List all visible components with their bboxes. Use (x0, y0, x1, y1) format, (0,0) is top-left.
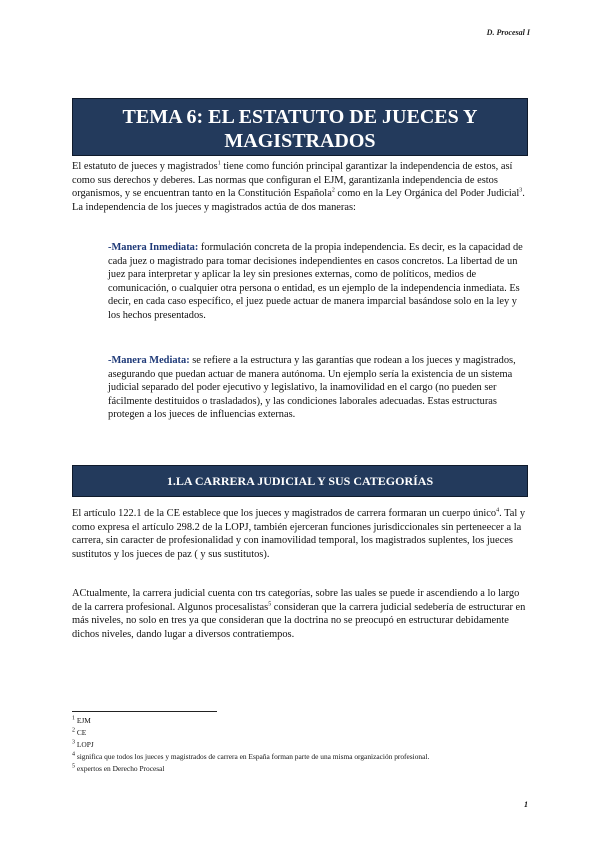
intro-text-3: como en la Ley Orgánica del Poder Judicial (334, 188, 520, 200)
page-title (72, 98, 528, 156)
inmediata-text: formulación concreta de la propia independencia. Es decir, es la capacidad de cada juez o magistrado para tomar decisiones independientes en casos concretos. La libertad de un juez para interpretar y aplicar la ley sin presiones externas, como de políticos, medios de comunicación, o cualquier otra persona o entidad, es un ejemplo de la independencia inmediata. Es decir, en cada caso específico, el juez puede actuar de manera imparcial basándose solo en la ley y los hechos presentados. (108, 242, 523, 321)
footnote-ref-3[interactable]: 3 (519, 187, 523, 194)
inmediata-paragraph (108, 241, 528, 323)
intro-paragraph (72, 160, 528, 214)
footnote-3 (72, 740, 94, 750)
carrera-paragraph (72, 507, 528, 561)
footnote-1-text: EJM (76, 716, 91, 725)
footnote-2-text: CE (76, 728, 87, 737)
running-header: D. Procesal I (486, 28, 530, 37)
section-heading: 1.LA CARRERA JUDICIAL Y SUS CATEGORÍAS (72, 465, 528, 497)
page-number: 1 (524, 800, 528, 809)
footnote-1-num: 1 (72, 715, 75, 722)
carrera-text-2: . Tal y como expresa el artículo 298.2 de la LOPJ, también ejerceran funciones jurisdiccionales sin perteneecer a la carrera, sin caracter de profesionalidad y con inamovilidad temporal, los magistrados suplentes, los jueces sustitutos y los jueces de paz ( y sus sustitutos). (72, 508, 526, 560)
footnote-4-num: 4 (72, 751, 75, 758)
categorias-text-1: ACtualmente, la carrera judicial cuenta con trs categorías, sobre las uales se puede ir ascendiendo a lo largo de la carrera profesional. Algunos procesalistas (72, 588, 520, 613)
footnote-5-text: expertos en Derecho Procesal (76, 764, 165, 773)
footnote-5-num: 5 (72, 763, 75, 770)
footnote-1 (72, 716, 91, 726)
title-line-1: TEMA 6: EL ESTATUTO DE JUECES Y (122, 106, 478, 128)
mediata-text: se refiere a la estructura y las garantías que rodean a los jueces y magistrados, asegurando que puedan actuar de manera autónoma. Un ejemplo sería la existencia de un sistema judicial separado del poder ejecutivo y legislativo, la inamovilidad en el cargo (no pueden ser fácilmente destituidos o trasladados), y las condiciones laborales adecuadas. Estas estructuras protegen a los jueces de influencias externas. (108, 355, 516, 421)
footnote-ref-5[interactable]: 5 (268, 601, 272, 608)
inmediata-label: -Manera Inmediata: (108, 242, 199, 253)
footnote-3-text: LOPJ (76, 740, 94, 749)
title-line-2: MAGISTRADOS (224, 130, 376, 152)
footnote-ref-2[interactable]: 2 (331, 187, 335, 194)
footnote-2 (72, 728, 86, 738)
categorias-paragraph (72, 587, 528, 641)
footnote-ref-4[interactable]: 4 (496, 507, 500, 514)
mediata-paragraph (108, 354, 528, 422)
mediata-label: -Manera Mediata: (108, 355, 190, 366)
footnote-ref-1[interactable]: 1 (217, 160, 221, 167)
intro-text-1: El estatuto de jueces y magistrados (72, 161, 218, 172)
footnote-divider (72, 711, 217, 712)
footnote-4-text: significa que todos los jueces y magistrados de carrera en España forman parte de una misma organización profesional. (76, 752, 430, 761)
carrera-text-1: El artículo 122.1 de la CE establece que los jueces y magistrados de carrera formaran un cuerpo único (72, 508, 497, 519)
footnote-3-num: 3 (72, 739, 75, 746)
categorias-text-2: consideran que la carrera judicial sedebería de estructurar en más niveles, no solo en tres ya que consideran que la doctrina no se preocupó en estructurar debidamente dichos niveles, dando lugar a diversos contratiempos. (72, 601, 526, 640)
intro-text-4: . La independencia de los jueces y magistrados actúa de dos maneras: (72, 188, 525, 213)
footnote-5 (72, 764, 164, 774)
footnote-4 (72, 752, 429, 762)
footnote-2-num: 2 (72, 727, 75, 734)
intro-text-2: tiene como función principal garantizar la independencia de estos, así como sus derechos y deberes. Las normas que configuran el EJM, garantizanla independencia de estos organismos, y se encuentran tanto en la Constitución Española (72, 161, 513, 200)
